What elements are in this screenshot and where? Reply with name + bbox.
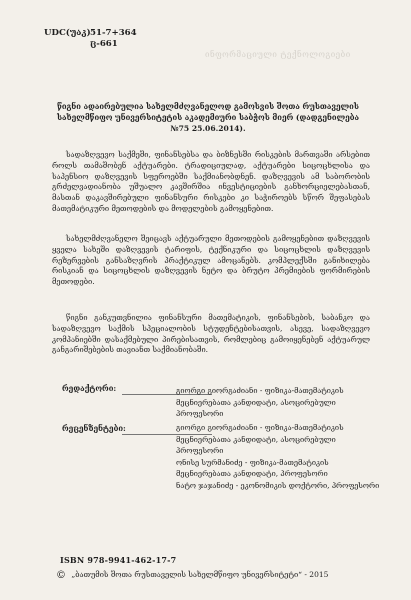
editor-name-line: პროფესორი	[176, 409, 224, 418]
reviewer-name-line: გიორგი გიორგაძიანი - ფიზიკა-მათემატიკის	[176, 423, 344, 432]
classification-block	[44, 28, 137, 50]
reviewer-names	[176, 422, 379, 491]
udc-row	[44, 28, 137, 39]
reviewer-name-line: მეცნიერებათა კანდიდატი, ასოცირებული	[176, 434, 336, 444]
annotation-paragraph-1: სადაზღვევო საქმეში, ფინანსებსა და ბიზნესში რისკების მართვაში არსებით როლს თამაშობენ აქტუარები. ტრადიციულად, აქტუარები სიცოცხლისა და საპენსიო დაზღვევის სფეროებში საქმიანობდნენ. დაზღვევის ამ საბორობის გრძელვადიანობა უშუალო კავშირშია ინვესტიციების განხორციელებასთან, მასთან დაკავშირებული ფინანსური რისკები კი საჭიროებს სწორ შეფასებას მათემატიკური მეთოდების და მოდელების გამოყენებით.	[52, 150, 370, 213]
copyright-symbol: ©	[56, 570, 66, 581]
reviewer-name-line: ონისე სურმანიძე - ფიზიკა-მათემატიკის	[176, 457, 329, 467]
udc-code: 51-7+364	[90, 28, 137, 38]
annotation-paragraph-3: წიგნი განკუთვნილია ფინანსური მათემატიკის, ფინანსების, საბანკო და სადაზღვევო საქმის სპეციალობის სტუდენტებისათვის, ასევე, სადაზღვევო კომპანიებში დასაქმებული პირებისათვის, რომლებიც გამოიყენებენ აქტუარულ განგარიშებების თავიანთ საქმიანობაში.	[52, 313, 370, 355]
reviewers-label: რეცენზენტები:	[62, 424, 126, 433]
copyright-text: „ბათუმის შოთა რუსთაველის სახელმწიფო უნივერსიტეტი“ - 2015	[71, 570, 329, 579]
udc-label: UDC(უაკ)	[44, 28, 91, 38]
copyright-line	[56, 570, 328, 581]
reviewer-name-line: მეცნიერებათა კანდიდატი, პროფესორი	[176, 469, 328, 478]
header-watermark: ინფორმაციული ტექნოლოგიები	[205, 50, 351, 59]
reviewer-name-line: პროფესორი	[176, 446, 224, 455]
annotation-paragraph-2: სახელმძღვანელო შეიცავს აქტუარული მეთოდების გამოყენებით დაზღვევის ყველა სახეში დაზღვევის ტარიფის, ტექნიკური და სიცოცხლის დაზღვევის რეზერვების განსაზღვრის პრაქტიკულ ამოცანებს. კომპლექსში განიხილება რისკიან და სიცოცხლის დაზღვევის ნეტო და ბრუტო პრემიების ფორმირების მეთოდები.	[52, 234, 370, 287]
author-mark-code: ც-661	[90, 39, 118, 49]
editor-names	[176, 385, 344, 420]
reviewer-name-line: ნატო ჯაჯანიძე - ეკონომიკის დოქტორი, პროფესორი	[176, 480, 380, 490]
author-mark-row	[44, 39, 137, 50]
isbn: ISBN 978-9941-462-17-7	[60, 555, 177, 565]
editor-label: რედაქტორი:	[62, 384, 117, 393]
approval-statement: წიგნი ადაირებულია სახელმძღვანელოდ გამოსვის შოთა რუსთაველის სახელმწიფო უნივერსიტეტის აკადემიური საბჭოს მიერ (დადგენილება №75 25.06.2014).	[56, 102, 359, 133]
editor-name-line: გიორგი გიორგაძიანი - ფიზიკა-მათემატიკის	[176, 386, 344, 395]
editor-name-line: მეცნიერებათა კანდიდატი, ასოცირებული	[176, 397, 336, 407]
author-mark-label	[44, 39, 90, 50]
